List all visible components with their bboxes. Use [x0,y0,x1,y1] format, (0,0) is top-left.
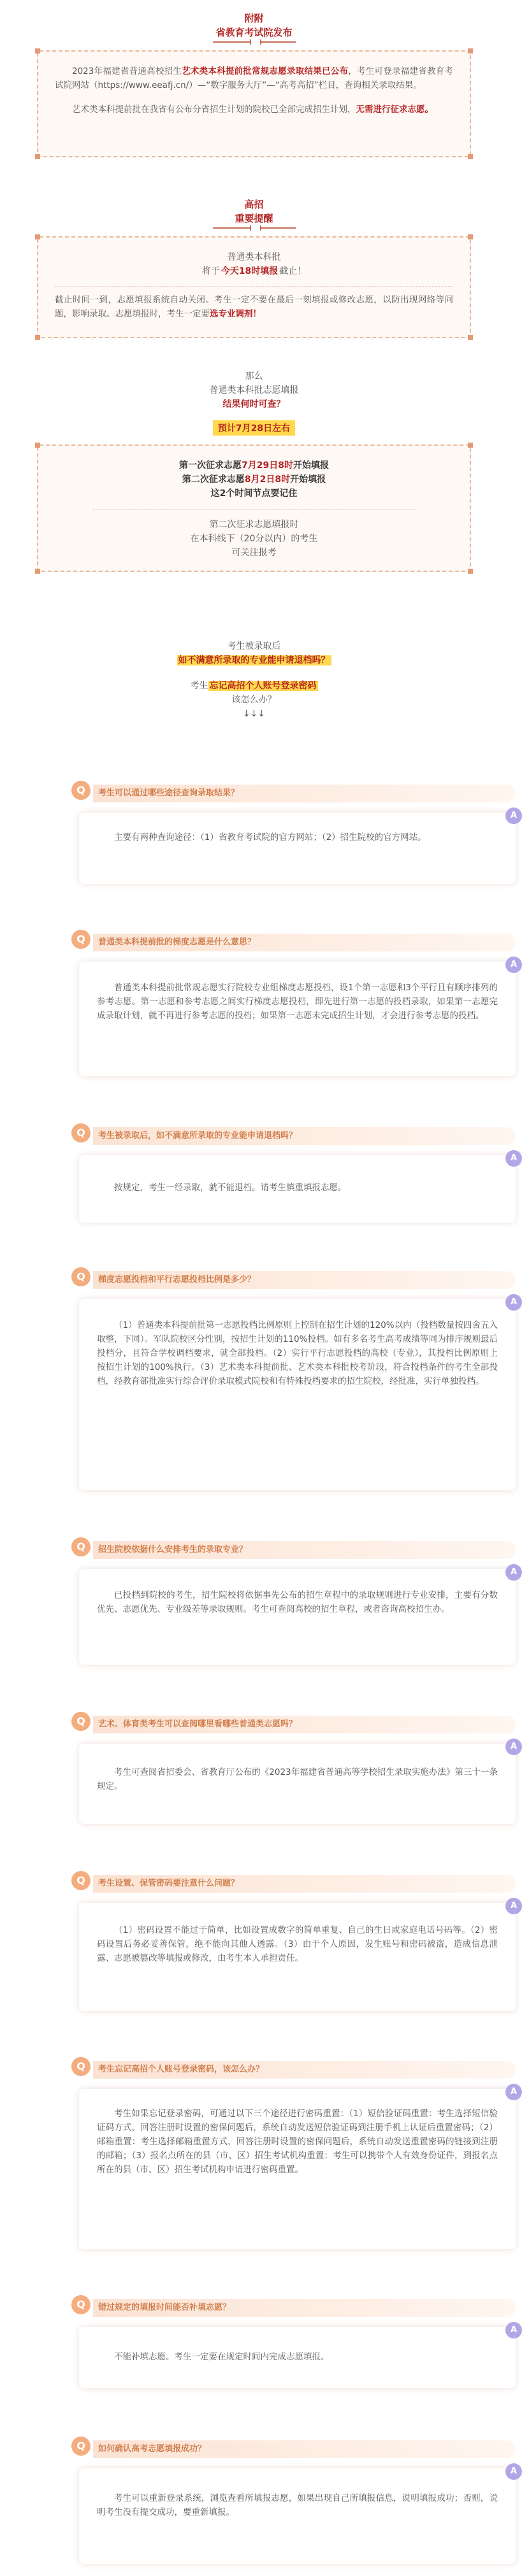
answer-text: 不能补填志愿。考生一定要在规定时间内完成志愿填报。 [114,2352,330,2362]
question-icon: Q [71,1123,91,1142]
answer-box [79,813,516,884]
question-text: 招生院校依据什么安排考生的录取专业？ [93,1541,516,1559]
question-icon: Q [71,930,91,949]
answer-icon: A [505,808,522,824]
answer-text: 已投档到院校的考生，招生院校将依据事先公布的招生章程中的录取规则进行专业安排，主要有分数优先、志愿优先、专业级差等录取规则。考生可查阅高校的招生章程，或者咨询高校招生办。 [97,1590,498,1614]
question-icon: Q [71,1712,91,1731]
question-icon: Q [71,2057,91,2076]
reminder-frame [37,236,471,338]
down-arrows-icon: ↓↓↓ [242,709,266,719]
intro-highlight: 考生 忘记高招个人账号登录密码 [190,681,317,691]
faq-item [76,1127,518,1223]
schedule-line-2: 第二次征求志愿8月2日8时开始填报 [182,474,326,485]
answer-text: 主要有两种查询途径：（1）省教育考试院的官方网站；（2）招生院校的官方网站。 [114,832,426,843]
question-text: 考生忘记高招个人账号登录密码，该怎么办？ [93,2061,516,2079]
faq-item [76,1874,518,2011]
schedule-note: 在本科线下（20分以内）的考生 [190,534,318,544]
answer-icon: A [505,2322,522,2338]
date-highlight: 预计7月28日左右 [213,420,295,436]
question-icon: Q [71,781,91,800]
schedule-note: 第二次征求志愿填报时 [209,520,299,530]
answer-box [79,2327,516,2388]
question-icon: Q [71,2437,91,2456]
intro-question: 结果何时可查？ [222,399,286,409]
section-title: 附附 [244,13,264,24]
section-subtitle: 省教育考试院发布 [215,27,293,38]
question-text: 如何确认高考志愿填报成功？ [93,2440,516,2458]
intro-line: 考生被录取后 [227,641,281,651]
intro-line: 那么 [245,371,263,381]
answer-text: 考生可以重新登录系统，浏览查看所填报志愿，如果出现自己所填报信息，说明填报成功；否则，说明考生没有提交成功，要重新填报。 [97,2493,498,2517]
faq-item [76,2298,518,2388]
faq-item [76,933,518,1076]
answer-icon: A [505,1739,522,1755]
intro-highlight: 如不满意所录取的专业能申请退档吗？ [178,655,330,665]
faq-item [76,2060,518,2249]
question-text: 错过规定的填报时间能否补填志愿？ [93,2299,516,2317]
notice-paragraph-2: 艺术类本科提前批在我省有公布分省招生计划的院校已全部完成招生计划，无需进行征求志愿。 [72,104,433,115]
section-faq-intro [0,639,508,721]
faq-item [76,784,518,884]
answer-icon: A [505,1150,522,1167]
answer-text: 考生可查阅省招委会、省教育厅公布的《2023年福建省普通高等学校招生录取实施办法》第三十一条规定。 [97,1767,498,1791]
question-text: 梯度志愿投档和平行志愿投档比例是多少？ [93,1271,516,1289]
section-title: 高招 [244,199,264,210]
deadline-line: 将于 今天18时填报 截止！ [201,266,307,276]
answer-text: （1）密码设置不能过于简单，比如设置成数字的简单重复、自己的生日或家庭电话号码等。（2）密码设置后务必妥善保管，绝不能向其他人透露。（3）由于个人原因，发生账号和密码被盗，造成信息泄露、志愿被篡改等填报或修改，由考生本人承担责任。 [97,1925,498,1963]
title-divider [213,227,296,229]
question-icon: Q [71,2295,91,2314]
schedule-line-1: 第一次征求志愿7月29日8时开始填报 [179,460,329,471]
answer-icon: A [505,2463,522,2480]
answer-box [79,2468,516,2564]
reminder-paragraph: 截止时间一到，志愿填报系统自动关闭。考生一定不要在最后一刻填报或修改志愿，以防出现网络等问题，影响录取。志愿填报时，考生一定要选专业调剂！ [55,295,453,319]
answer-icon: A [505,1564,522,1581]
answer-box [79,1155,516,1223]
faq-item [76,1541,518,1665]
title-divider [213,41,296,43]
answer-box [79,1744,516,1824]
answer-text: （1）普通类本科提前批第一志愿投档比例原则上控制在招生计划的120%以内（投档数量按四舍五入取整，下同）。军队院校区分性别，按招生计划的110%投档。如有多名考生高考成绩等同为排序规则最后投档分，且符合学校调档要求，就全部投档。（2）实行平行志愿投档的高校（专业），其投档比例原则上按招生计划的100%执行。（3）艺术类本科提前批、艺术类本科批校考阶段，符合投档条件的考生全部投档，经教育部批准实行综合评价录取模式院校和有特殊投档要求的招生院校，经批准，实行单独投档。 [97,1320,498,1386]
answer-icon: A [505,957,522,973]
notice-paragraph: 2023年福建省普通高校招生艺术类本科提前批常规志愿录取结果已公布，考生可登录福建省教育考试院网站（https://www.eeafj.cn/）—“数字服务大厅”—“高考高招”栏目，查询相关录取结果。 [55,66,454,90]
question-text: 艺术、体育类考生可以查阅哪里看哪些普通类志愿吗？ [93,1716,516,1733]
answer-icon: A [505,1294,522,1311]
intro-line: 该怎么办？ [231,695,277,705]
question-text: 考生被录取后，如不满意所录取的专业能申请退档吗？ [93,1127,516,1145]
answer-icon: A [505,2084,522,2100]
answer-box [79,1299,516,1490]
section-official [0,11,508,157]
section-subtitle: 重要提醒 [235,213,273,224]
schedule-note: 可关注报考 [231,548,277,558]
answer-box [79,1903,516,2011]
question-text: 考生可以通过哪些途径查询录取结果？ [93,785,516,802]
answer-text: 考生如果忘记登录密码，可通过以下三个途径进行密码重置：（1）短信验证码重置：考生选择短信验证码方式，回答注册时设置的密保问题后，系统自动发送短信验证码到注册手机上认证后重置密码；（2）邮箱重置：考生选择邮箱重置方式，回答注册时设置的密保问题后，系统自动发送重置密码的链接到注册的邮箱；（3）报名点所在的县（市、区）招生考试机构重置：考生可以携带个人有效身份证件，到报名点所在的县（市、区）招生考试机构申请进行密码重置。 [97,2109,498,2175]
question-icon: Q [71,1537,91,1556]
faq-item [76,1270,518,1490]
answer-box [79,962,516,1076]
intro-line: 普通类本科批志愿填报 [209,385,299,395]
notice-frame [37,50,471,157]
question-text: 普通类本科提前批的梯度志愿是什么意思？ [93,934,516,951]
question-icon: Q [71,1871,91,1890]
reminder-line: 普通类本科批 [227,252,281,262]
faq-item [76,1715,518,1824]
question-text: 考生设置、保管密码要注意什么问题？ [93,1875,516,1893]
answer-box [79,1569,516,1665]
schedule-frame [37,445,471,572]
schedule-line-3: 这2个时间节点要记住 [210,488,298,499]
section-reminder [0,197,508,338]
answer-text: 按规定，考生一经录取，就不能退档。请考生慎重填报志愿。 [114,1183,347,1193]
answer-text: 普通类本科提前批常规志愿实行院校专业组梯度志愿投档，设1个第一志愿和3个平行且有顺序排列的参考志愿。第一志愿和参考志愿之间实行梯度志愿投档，即先进行第一志愿的投档录取，如果第一志愿完成录取计划，就不再进行参考志愿的投档；如果第一志愿未完成招生计划，才会进行参考志愿的投档。 [97,983,498,1021]
question-icon: Q [71,1267,91,1286]
section-result-time [0,369,508,572]
answer-icon: A [505,1898,522,1914]
answer-box [79,2089,516,2249]
faq-item [76,2440,518,2564]
